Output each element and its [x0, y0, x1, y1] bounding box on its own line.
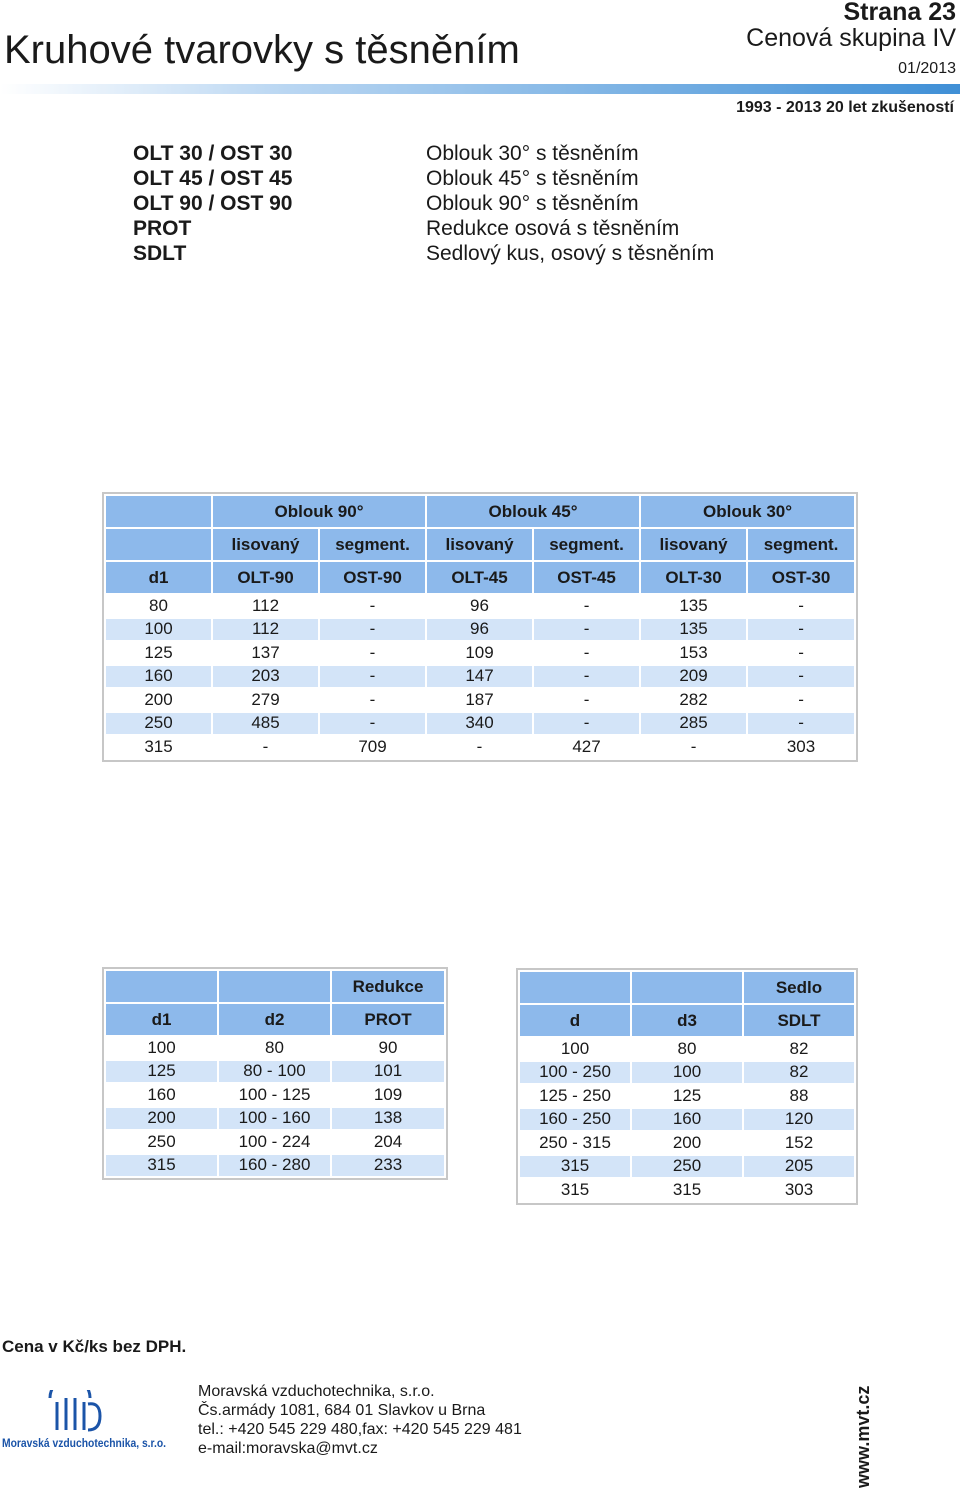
table-cell: - [533, 618, 640, 642]
table-cell: 80 [218, 1036, 331, 1060]
product-description: Oblouk 30° s těsněním [426, 142, 639, 165]
type-header: segment. [533, 528, 640, 561]
column-header: OST-90 [319, 561, 426, 594]
group-header: Oblouk 45° [426, 495, 640, 528]
bends-price-table [104, 494, 856, 760]
table-cell: 100 - 125 [218, 1083, 331, 1107]
product-description: Sedlový kus, osový s těsněním [426, 242, 715, 265]
experience-tagline: 1993 - 2013 20 let zkušeností [736, 99, 954, 116]
table-cell: 100 - 224 [218, 1130, 331, 1154]
product-code: OLT 30 / OST 30 [133, 142, 293, 165]
table-cell: 160 - 280 [218, 1154, 331, 1178]
table-cell: 125 [631, 1084, 743, 1108]
column-header: OST-30 [747, 561, 855, 594]
column-header: OLT-45 [426, 561, 533, 594]
product-description: Oblouk 90° s těsněním [426, 192, 639, 215]
table-cell: - [319, 641, 426, 665]
reducer-price-table [104, 969, 446, 1178]
product-code: OLT 90 / OST 90 [133, 192, 293, 215]
table-cell: - [319, 665, 426, 689]
table-cell: 160 - 250 [519, 1108, 631, 1132]
table-cell: 250 [105, 712, 212, 736]
table-cell: 82 [743, 1061, 855, 1085]
table-row [105, 1107, 445, 1131]
table-cell: - [747, 594, 855, 618]
table-cell: 120 [743, 1108, 855, 1132]
table-cell: 427 [533, 735, 640, 759]
table-row [105, 1130, 445, 1154]
product-code-list [133, 141, 714, 266]
table-row [105, 1060, 445, 1084]
product-code: PROT [133, 217, 192, 240]
table-cell: 203 [212, 665, 319, 689]
corner-cell [105, 528, 212, 561]
table-cell: 204 [331, 1130, 445, 1154]
product-code: OLT 45 / OST 45 [133, 167, 293, 190]
table-cell: 205 [743, 1155, 855, 1179]
table-cell: 112 [212, 594, 319, 618]
table-cell: 233 [331, 1154, 445, 1178]
table-cell: 109 [331, 1083, 445, 1107]
column-header: d [519, 1004, 631, 1037]
website-link[interactable]: www.mvt.cz [853, 1385, 873, 1488]
table-cell: 96 [426, 594, 533, 618]
table-cell: - [747, 712, 855, 736]
table-cell: 100 [519, 1037, 631, 1061]
table-cell: 100 - 250 [519, 1061, 631, 1085]
issue-date: 01/2013 [898, 60, 956, 77]
table-cell: 250 [105, 1130, 218, 1154]
table-cell: - [319, 618, 426, 642]
table-cell: 135 [640, 594, 747, 618]
company-name: Moravská vzduchotechnika, s.r.o. [198, 1383, 435, 1400]
table-cell: 315 [519, 1178, 631, 1202]
product-code: SDLT [133, 242, 187, 265]
table-cell: 109 [426, 641, 533, 665]
table-cell: 340 [426, 712, 533, 736]
column-header: d3 [631, 1004, 743, 1037]
code-row [133, 166, 714, 191]
page-number: Strana 23 [843, 0, 956, 26]
group-header: Redukce [331, 970, 445, 1003]
table-cell: 80 [105, 594, 212, 618]
table-cell: 80 [631, 1037, 743, 1061]
table-cell: 147 [426, 665, 533, 689]
corner-cell [519, 971, 631, 1004]
corner-cell [631, 971, 743, 1004]
table-cell: 315 [631, 1178, 743, 1202]
table-row [105, 641, 855, 665]
table-cell: 100 [105, 618, 212, 642]
company-phone: tel.: +420 545 229 480,fax: +420 545 229 481 [198, 1421, 522, 1438]
column-header: PROT [331, 1003, 445, 1036]
column-header: SDLT [743, 1004, 855, 1037]
corner-cell [218, 970, 331, 1003]
column-header: OLT-90 [212, 561, 319, 594]
table-cell: 485 [212, 712, 319, 736]
table-cell: 88 [743, 1084, 855, 1108]
table-row [105, 1036, 445, 1060]
table-row [519, 1108, 855, 1132]
group-header: Sedlo [743, 971, 855, 1004]
table-cell: - [533, 641, 640, 665]
price-group: Cenová skupina IV [746, 24, 956, 52]
table-cell: - [426, 735, 533, 759]
table-cell: 200 [105, 688, 212, 712]
table-cell: 90 [331, 1036, 445, 1060]
type-header: lisovaný [212, 528, 319, 561]
table-cell: 138 [331, 1107, 445, 1131]
table-row [519, 1037, 855, 1061]
table-cell: 315 [105, 1154, 218, 1178]
table-row [105, 712, 855, 736]
code-row [133, 141, 714, 166]
table-cell: 279 [212, 688, 319, 712]
table-cell: - [319, 712, 426, 736]
table-cell: 160 [631, 1108, 743, 1132]
page-title: Kruhové tvarovky s těsněním [4, 28, 520, 72]
saddle-price-table [518, 970, 856, 1203]
table-row [519, 1061, 855, 1085]
table-cell: 250 - 315 [519, 1131, 631, 1155]
type-header: segment. [747, 528, 855, 561]
table-row [105, 688, 855, 712]
table-cell: 96 [426, 618, 533, 642]
table-cell: 80 - 100 [218, 1060, 331, 1084]
table-cell: 125 [105, 1060, 218, 1084]
table-cell: 160 [105, 1083, 218, 1107]
table-cell: - [747, 665, 855, 689]
table-cell: - [533, 688, 640, 712]
type-header: lisovaný [640, 528, 747, 561]
table-cell: 160 [105, 665, 212, 689]
header-divider [0, 84, 960, 94]
type-header: lisovaný [426, 528, 533, 561]
type-header: segment. [319, 528, 426, 561]
table-row [519, 1178, 855, 1202]
table-cell: 209 [640, 665, 747, 689]
table-cell: 303 [747, 735, 855, 759]
table-row [519, 1131, 855, 1155]
table-cell: - [640, 735, 747, 759]
table-cell: 137 [212, 641, 319, 665]
column-header: OLT-30 [640, 561, 747, 594]
table-cell: - [319, 594, 426, 618]
table-cell: 187 [426, 688, 533, 712]
table-cell: 152 [743, 1131, 855, 1155]
table-cell: - [533, 594, 640, 618]
table-cell: 100 [631, 1061, 743, 1085]
table-cell: - [533, 712, 640, 736]
table-row [105, 594, 855, 618]
table-cell: 135 [640, 618, 747, 642]
table-cell: 125 - 250 [519, 1084, 631, 1108]
table-cell: 100 [105, 1036, 218, 1060]
column-header: d1 [105, 561, 212, 594]
table-cell: 315 [105, 735, 212, 759]
logo-wordmark: Moravská vzduchotechnika, s.r.o. [2, 1436, 167, 1450]
table-cell: 282 [640, 688, 747, 712]
table-cell: 709 [319, 735, 426, 759]
table-cell: 200 [105, 1107, 218, 1131]
table-row [105, 1083, 445, 1107]
column-header: d1 [105, 1003, 218, 1036]
table-cell: - [747, 618, 855, 642]
table-row [105, 665, 855, 689]
code-row [133, 191, 714, 216]
company-address: Čs.armády 1081, 684 01 Slavkov u Brna [198, 1402, 486, 1419]
column-header: d2 [218, 1003, 331, 1036]
company-email: e-mail:moravska@mvt.cz [198, 1440, 378, 1457]
group-header: Oblouk 30° [640, 495, 855, 528]
table-cell: 112 [212, 618, 319, 642]
price-note: Cena v Kč/ks bez DPH. [2, 1337, 187, 1356]
corner-cell [105, 495, 212, 528]
table-row [105, 1154, 445, 1178]
table-cell: - [747, 641, 855, 665]
table-row [519, 1084, 855, 1108]
table-cell: - [747, 688, 855, 712]
corner-cell [105, 970, 218, 1003]
table-cell: - [319, 688, 426, 712]
table-cell: 303 [743, 1178, 855, 1202]
product-description: Redukce osová s těsněním [426, 217, 680, 240]
product-description: Oblouk 45° s těsněním [426, 167, 639, 190]
table-cell: - [533, 665, 640, 689]
table-cell: 250 [631, 1155, 743, 1179]
table-cell: 101 [331, 1060, 445, 1084]
table-cell: 315 [519, 1155, 631, 1179]
table-cell: 153 [640, 641, 747, 665]
contact-block [198, 1382, 522, 1458]
table-cell: 82 [743, 1037, 855, 1061]
table-row [105, 735, 855, 759]
table-cell: 100 - 160 [218, 1107, 331, 1131]
table-cell: 200 [631, 1131, 743, 1155]
table-cell: - [212, 735, 319, 759]
group-header: Oblouk 90° [212, 495, 426, 528]
table-row [519, 1155, 855, 1179]
column-header: OST-45 [533, 561, 640, 594]
code-row [133, 216, 714, 241]
table-cell: 125 [105, 641, 212, 665]
table-cell: 285 [640, 712, 747, 736]
table-row [105, 618, 855, 642]
code-row [133, 241, 714, 266]
